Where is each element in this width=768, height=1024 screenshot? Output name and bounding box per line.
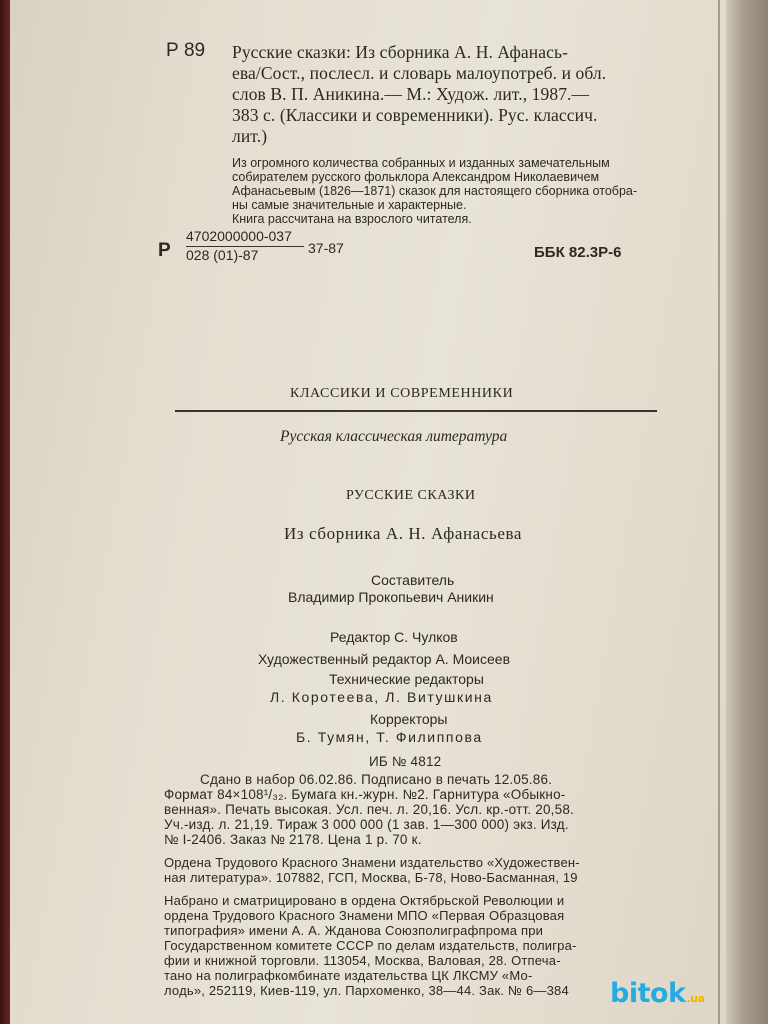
annotation-line-4: ны самые значительные и характерные. bbox=[232, 198, 467, 212]
publisher-line-2: ная литература». 107882, ГСП, Москва, Б-78, Ново-Басманная, 19 bbox=[164, 870, 578, 885]
imprint-line-4: Уч.-изд. л. 21,19. Тираж 3 000 000 (1 зав. 1—300 000) экз. Изд. bbox=[164, 817, 569, 832]
bib-line-4: 383 с. (Классики и современники). Рус. классич. bbox=[232, 105, 598, 125]
ib-number: ИБ № 4812 bbox=[369, 754, 442, 769]
page-fold-line bbox=[718, 0, 720, 1024]
subseries-name: Русская классическая литература bbox=[280, 428, 508, 445]
logo-text: bitok bbox=[610, 978, 686, 1009]
tech-editors-names: Л. Коротеева, Л. Витушкина bbox=[270, 689, 493, 705]
proofreaders-names: Б. Тумян, Т. Филиппова bbox=[296, 729, 483, 745]
index-numerator: 4702000000-037 bbox=[186, 228, 292, 244]
compiler-name: Владимир Прокопьевич Аникин bbox=[288, 589, 494, 605]
book-subtitle: Из сборника А. Н. Афанасьева bbox=[284, 524, 523, 543]
index-letter: Р bbox=[158, 240, 171, 261]
publisher-line-1: Ордена Трудового Красного Знамени издательство «Художествен- bbox=[164, 855, 580, 870]
bib-line-3: слов В. П. Аникина.— М.: Худож. лит., 1987.— bbox=[232, 84, 590, 104]
proofreaders-role: Корректоры bbox=[370, 711, 448, 727]
printer-line-4: Государственном комитете СССР по делам издательств, полигра- bbox=[164, 938, 577, 953]
imprint-line-1: Сдано в набор 06.02.86. Подписано в печать 12.05.86. bbox=[200, 772, 553, 787]
imprint-line-2: Формат 84×108¹/₃₂. Бумага кн.-журн. №2. Гарнитура «Обыкно- bbox=[164, 787, 566, 802]
bib-line-5: лит.) bbox=[232, 126, 268, 146]
imprint-line-3: венная». Печать высокая. Усл. печ. л. 20,16. Усл. кр.-отт. 20,58. bbox=[164, 802, 574, 817]
printer-line-1: Набрано и сматрицировано в ордена Октябрьской Революции и bbox=[164, 893, 565, 908]
bitok-logo-watermark bbox=[610, 978, 704, 1009]
bbk-code: ББК 82.3Р-6 bbox=[534, 244, 622, 261]
annotation-line-5: Книга рассчитана на взрослого читателя. bbox=[232, 212, 472, 226]
page-stack-edge bbox=[726, 0, 768, 1024]
printer-line-6: тано на полиграфкомбинате издательства ЦК ЛКСМУ «Мо- bbox=[164, 968, 533, 983]
annotation-line-2: собирателем русского фольклора Александром Николаевичем bbox=[232, 170, 600, 184]
tech-editors-role: Технические редакторы bbox=[329, 671, 484, 687]
compiler-role: Составитель bbox=[371, 572, 455, 588]
printer-line-5: фии и книжной торговли. 113054, Москва, Валовая, 28. Отпеча- bbox=[164, 953, 561, 968]
logo-suffix: .ua bbox=[686, 992, 705, 1005]
library-code: Р 89 bbox=[166, 40, 206, 61]
art-editor-credit: Художественный редактор А. Моисеев bbox=[258, 651, 510, 667]
series-name: КЛАССИКИ И СОВРЕМЕННИКИ bbox=[290, 386, 514, 401]
imprint-line-5: № I-2406. Заказ № 2178. Цена 1 р. 70 к. bbox=[164, 832, 422, 847]
annotation-line-3: Афанасьевым (1826—1871) сказок для настоящего сборника отобра- bbox=[232, 184, 638, 198]
bib-line-1: Русские сказки: Из сборника А. Н. Афанась- bbox=[232, 42, 568, 62]
book-cover-edge bbox=[0, 0, 10, 1024]
bib-line-2: ева/Сост., послесл. и словарь малоупотреб. и обл. bbox=[232, 63, 607, 83]
book-title: РУССКИЕ СКАЗКИ bbox=[346, 488, 476, 503]
annotation-line-1: Из огромного количества собранных и изданных замечательным bbox=[232, 156, 610, 170]
series-rule bbox=[175, 410, 657, 412]
editor-credit: Редактор С. Чулков bbox=[330, 629, 458, 645]
index-number: 37-87 bbox=[308, 240, 344, 256]
printer-line-3: типография» имени А. А. Жданова Союзполиграфпрома при bbox=[164, 923, 544, 938]
printer-line-7: лодь», 252119, Киев-119, ул. Пархоменко, 38—44. Зак. № 6—384 bbox=[164, 983, 569, 998]
index-denominator: 028 (01)-87 bbox=[186, 247, 259, 263]
printer-line-2: ордена Трудового Красного Знамени МПО «Первая Образцовая bbox=[164, 908, 565, 923]
